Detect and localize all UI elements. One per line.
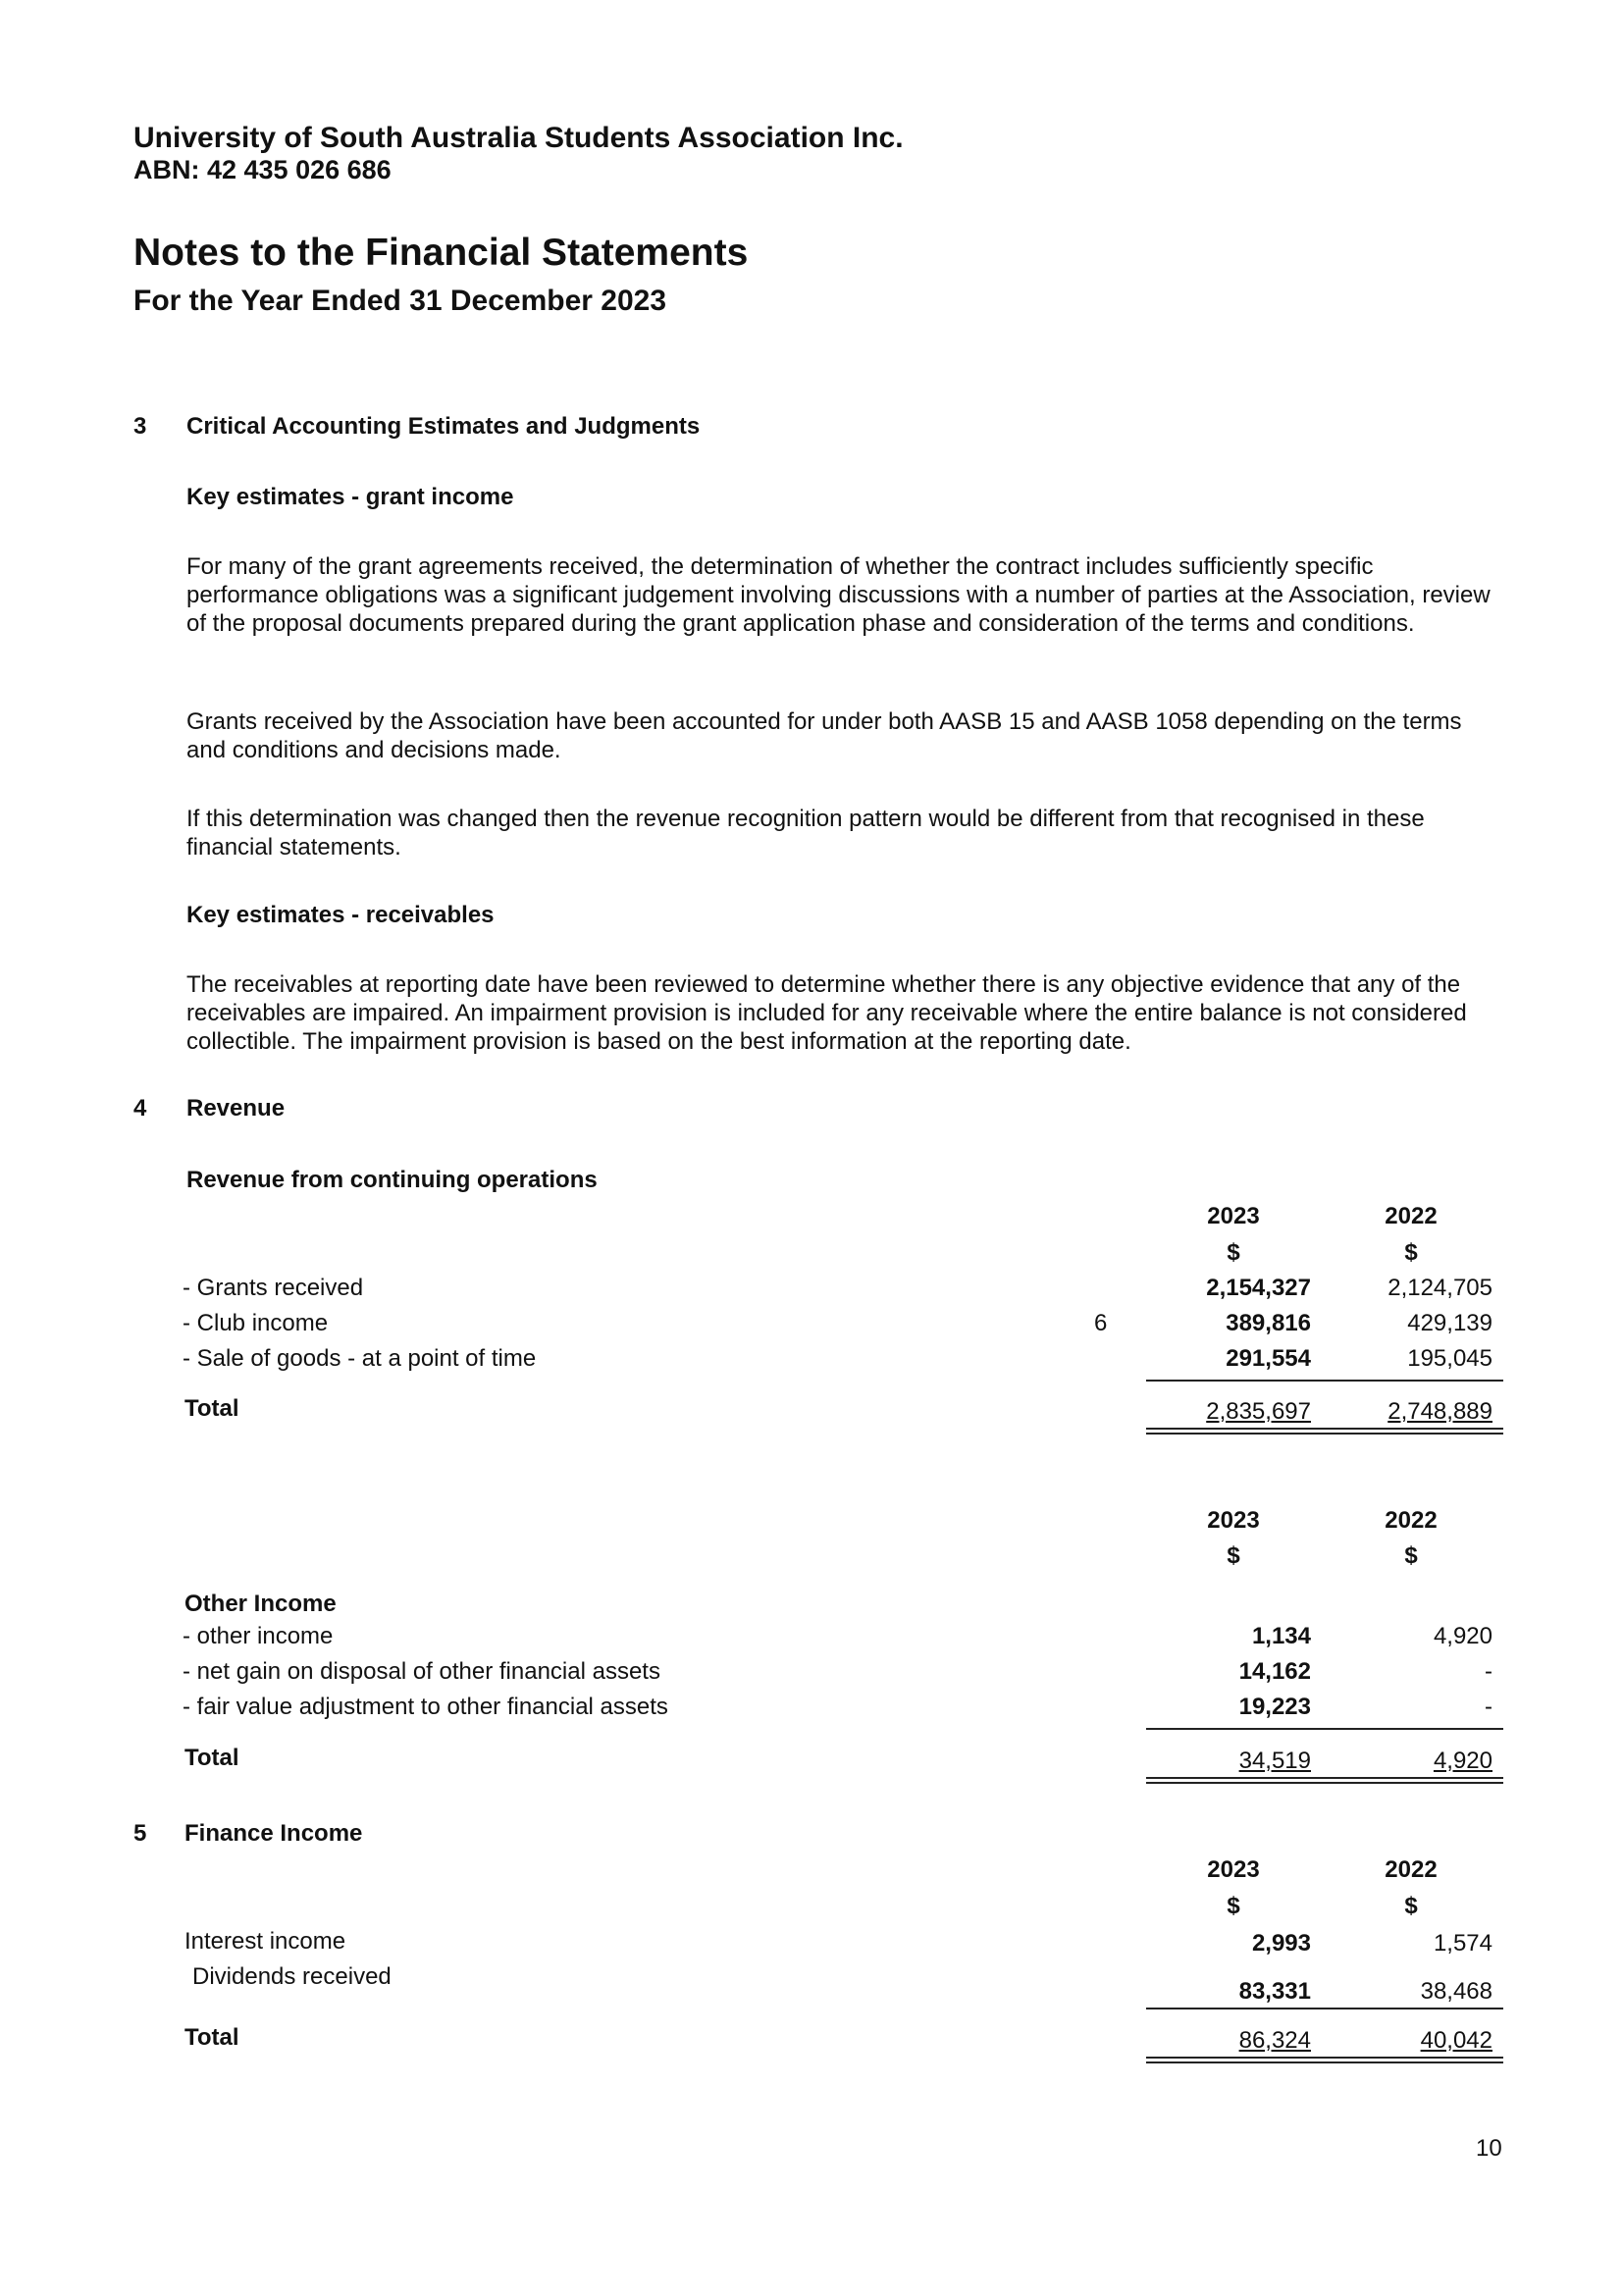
revenue-row-label: - Sale of goods - at a point of time (183, 1345, 537, 1372)
revenue-row-note-ref: 6 (1094, 1310, 1108, 1336)
finance-total-label: Total (184, 2024, 239, 2051)
revenue-row-2023: 389,816 (1226, 1310, 1311, 1336)
other-income-row-label: - other income (183, 1623, 334, 1649)
other-currency-2022: $ (1404, 1542, 1418, 1569)
abn: ABN: 42 435 026 686 (133, 155, 392, 184)
other-income-row-2022: - (1485, 1658, 1492, 1685)
grant-income-paragraph-2: Grants received by the Association have been accounted for under both AASB 15 and AASB 1058 depending on the terms and conditions and decisions made. (186, 708, 1462, 763)
other-col-2023: 2023 (1207, 1507, 1260, 1534)
other-col-2022: 2022 (1385, 1507, 1438, 1534)
revenue-total-2023: 2,835,697 (1206, 1398, 1311, 1425)
revenue-total-rule-2 (1146, 1433, 1503, 1435)
organisation-name: University of South Australia Students Association Inc. (133, 122, 904, 154)
other-currency-2023: $ (1227, 1542, 1240, 1569)
revenue-currency-2023: $ (1227, 1239, 1240, 1266)
finance-row-2023: 2,993 (1251, 1930, 1311, 1957)
finance-currency-2023: $ (1227, 1893, 1240, 1919)
finance-currency-2022: $ (1404, 1893, 1418, 1919)
revenue-row-2022: 2,124,705 (1387, 1275, 1492, 1301)
revenue-col-2023: 2023 (1207, 1203, 1260, 1229)
revenue-row-2023: 2,154,327 (1206, 1275, 1311, 1301)
finance-subtotal-rule (1146, 2008, 1503, 2009)
finance-total-rule-2 (1146, 2061, 1503, 2063)
finance-row-2023: 83,331 (1238, 1978, 1311, 2005)
revenue-currency-2022: $ (1404, 1239, 1418, 1266)
page-title: Notes to the Financial Statements (133, 232, 749, 274)
other-income-total-rule-2 (1146, 1782, 1503, 1784)
other-income-row-label: - fair value adjustment to other financial assets (183, 1694, 668, 1720)
note-5-heading: Finance Income (184, 1820, 363, 1847)
note-3-heading: Critical Accounting Estimates and Judgments (186, 413, 701, 440)
finance-col-2022: 2022 (1385, 1856, 1438, 1883)
revenue-row-label: - Club income (183, 1310, 329, 1336)
receivables-paragraph: The receivables at reporting date have been reviewed to determine whether there is any objective evidence that any of the receivables are impaired. An impairment provision is included for any receivable where the entire balance is not considered collectible. The impairment provision is based on the best information at the reporting date. (186, 971, 1467, 1055)
revenue-subtotal-rule (1146, 1380, 1503, 1382)
other-income-subtotal-rule (1146, 1728, 1503, 1730)
revenue-col-2022: 2022 (1385, 1203, 1438, 1229)
finance-total-2022: 40,042 (1420, 2027, 1492, 2054)
grant-income-subheading: Key estimates - grant income (186, 484, 514, 510)
finance-row-2022: 1,574 (1433, 1930, 1492, 1957)
other-income-row-2023: 14,162 (1238, 1658, 1311, 1685)
finance-total-2023: 86,324 (1238, 2027, 1311, 2054)
revenue-subheading: Revenue from continuing operations (186, 1167, 598, 1193)
revenue-row-2022: 429,139 (1407, 1310, 1492, 1336)
other-income-heading: Other Income (184, 1591, 337, 1617)
other-income-total-label: Total (184, 1745, 239, 1771)
note-3-number: 3 (133, 413, 147, 440)
finance-row-2022: 38,468 (1420, 1978, 1492, 2005)
revenue-row-2023: 291,554 (1226, 1345, 1311, 1372)
other-income-total-rule-1 (1146, 1777, 1503, 1779)
revenue-total-rule-1 (1146, 1428, 1503, 1430)
grant-income-paragraph-3: If this determination was changed then the revenue recognition pattern would be different from that recognised in these financial statements. (186, 806, 1425, 861)
note-4-number: 4 (133, 1095, 147, 1122)
finance-row-label: Interest income (184, 1928, 346, 1955)
other-income-row-2023: 1,134 (1251, 1623, 1311, 1649)
page-number: 10 (1476, 2135, 1502, 2162)
other-income-row-2023: 19,223 (1238, 1694, 1311, 1720)
period-subtitle: For the Year Ended 31 December 2023 (133, 285, 667, 317)
finance-col-2023: 2023 (1207, 1856, 1260, 1883)
grant-income-paragraph-1: For many of the grant agreements received, the determination of whether the contract includes sufficiently specific performance obligations was a significant judgement involving discussions with a number of parties at the Association, review of the proposal documents prepared during the grant application phase and consideration of the terms and conditions. (186, 553, 1491, 637)
finance-total-rule-1 (1146, 2057, 1503, 2059)
other-income-total-2023: 34,519 (1238, 1748, 1311, 1774)
revenue-total-2022: 2,748,889 (1387, 1398, 1492, 1425)
note-5-number: 5 (133, 1820, 147, 1847)
other-income-row-2022: - (1485, 1694, 1492, 1720)
other-income-total-2022: 4,920 (1433, 1748, 1492, 1774)
other-income-row-label: - net gain on disposal of other financial assets (183, 1658, 660, 1685)
other-income-row-2022: 4,920 (1433, 1623, 1492, 1649)
finance-row-label: Dividends received (192, 1963, 392, 1990)
receivables-subheading: Key estimates - receivables (186, 902, 495, 928)
revenue-row-2022: 195,045 (1407, 1345, 1492, 1372)
note-4-heading: Revenue (186, 1095, 286, 1122)
revenue-total-label: Total (184, 1395, 239, 1422)
revenue-row-label: - Grants received (183, 1275, 364, 1301)
